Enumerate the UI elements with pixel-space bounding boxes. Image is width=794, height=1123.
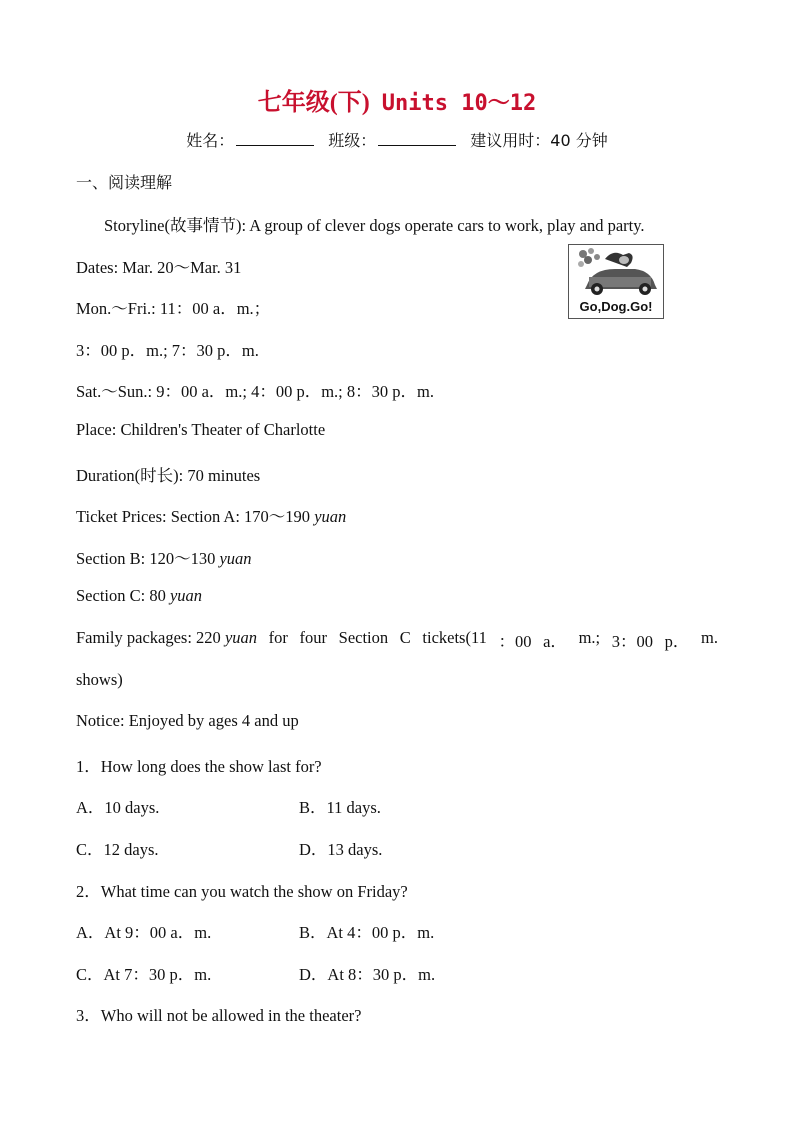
family-packages [76,628,718,652]
q1-option-a[interactable]: A．10 days. [76,798,160,817]
class-blank[interactable] [378,131,456,146]
question-3: 3．Who will not be allowed in the theater? [76,1006,362,1025]
q2-option-c[interactable]: C．At 7：30 p．m. [76,965,212,984]
q1-option-d[interactable]: D．13 days. [299,840,383,859]
duration: Duration(时长): 70 minutes [76,466,261,485]
q1-option-b[interactable]: B．11 days. [299,798,381,817]
family-word [76,628,257,652]
weekday-times-1: Mon.～Fri.: 11：00 a．m.； [76,299,271,318]
weekday-times-2: 3：00 p．m.; 7：30 p．m. [76,341,259,360]
show-poster-image [568,244,664,319]
family-word: Section [338,628,389,647]
family-word: C [399,628,411,647]
q2-option-b[interactable]: B．At 4：00 p．m. [299,923,435,942]
family-word: ：00 [498,632,532,651]
weekend-times: Sat.～Sun.: 9：00 a．m.; 4：00 p．m.; 8：30 p．m. [76,382,434,401]
currency: yuan [169,586,203,605]
family-word: tickets(11 [422,628,487,647]
family-word: a． [543,632,567,651]
family-word: 3：00 [611,632,653,651]
storyline: Storyline(故事情节): A group of clever dogs operate cars to work, play and party. [104,216,645,235]
poster-title: Go,Dog.Go! [579,299,653,314]
page-title [0,82,794,117]
section-heading: 一、阅读理解 [76,173,173,192]
q1-option-c[interactable]: C．12 days. [76,840,159,859]
currency: yuan [314,507,347,526]
ticket-section-c [76,586,202,606]
ticket-b-text: Section B: 120～130 [76,549,220,568]
family-word: m.; [578,628,601,647]
name-blank[interactable] [236,131,314,146]
family-text: Family packages: 220 [76,628,225,647]
ticket-section-b [76,545,252,569]
q2-option-a[interactable]: A．At 9：00 a．m. [76,923,212,942]
question-2: 2．What time can you watch the show on Friday? [76,882,408,901]
notice: Notice: Enjoyed by ages 4 and up [76,711,299,730]
dates: Dates: Mar. 20～Mar. 31 [76,258,242,277]
name-label: 姓名： [186,131,235,150]
family-word: for [268,628,288,647]
ticket-c-text: Section C: 80 [76,586,170,605]
class-label: 班级： [328,131,377,150]
family-word: p． [664,632,690,651]
title-units: Units 10～12 [381,91,537,116]
dog-car-illustration [569,245,663,318]
family-word: m. [700,628,718,647]
ticket-a-text: Ticket Prices: Section A: 170～190 [76,507,315,526]
q2-option-d[interactable]: D．At 8：30 p．m. [299,965,436,984]
place: Place: Children's Theater of Charlotte [76,420,326,439]
time-label: 建议用时：40 分钟 [470,131,608,150]
ticket-section-a [76,503,346,527]
header-meta [0,128,794,151]
question-1: 1．How long does the show last for? [76,757,322,776]
currency: yuan [219,549,252,568]
family-word: four [299,628,328,647]
family-packages-cont: shows) [76,670,123,689]
currency: yuan [224,628,258,647]
title-grade: 七年级(下) [257,90,370,116]
